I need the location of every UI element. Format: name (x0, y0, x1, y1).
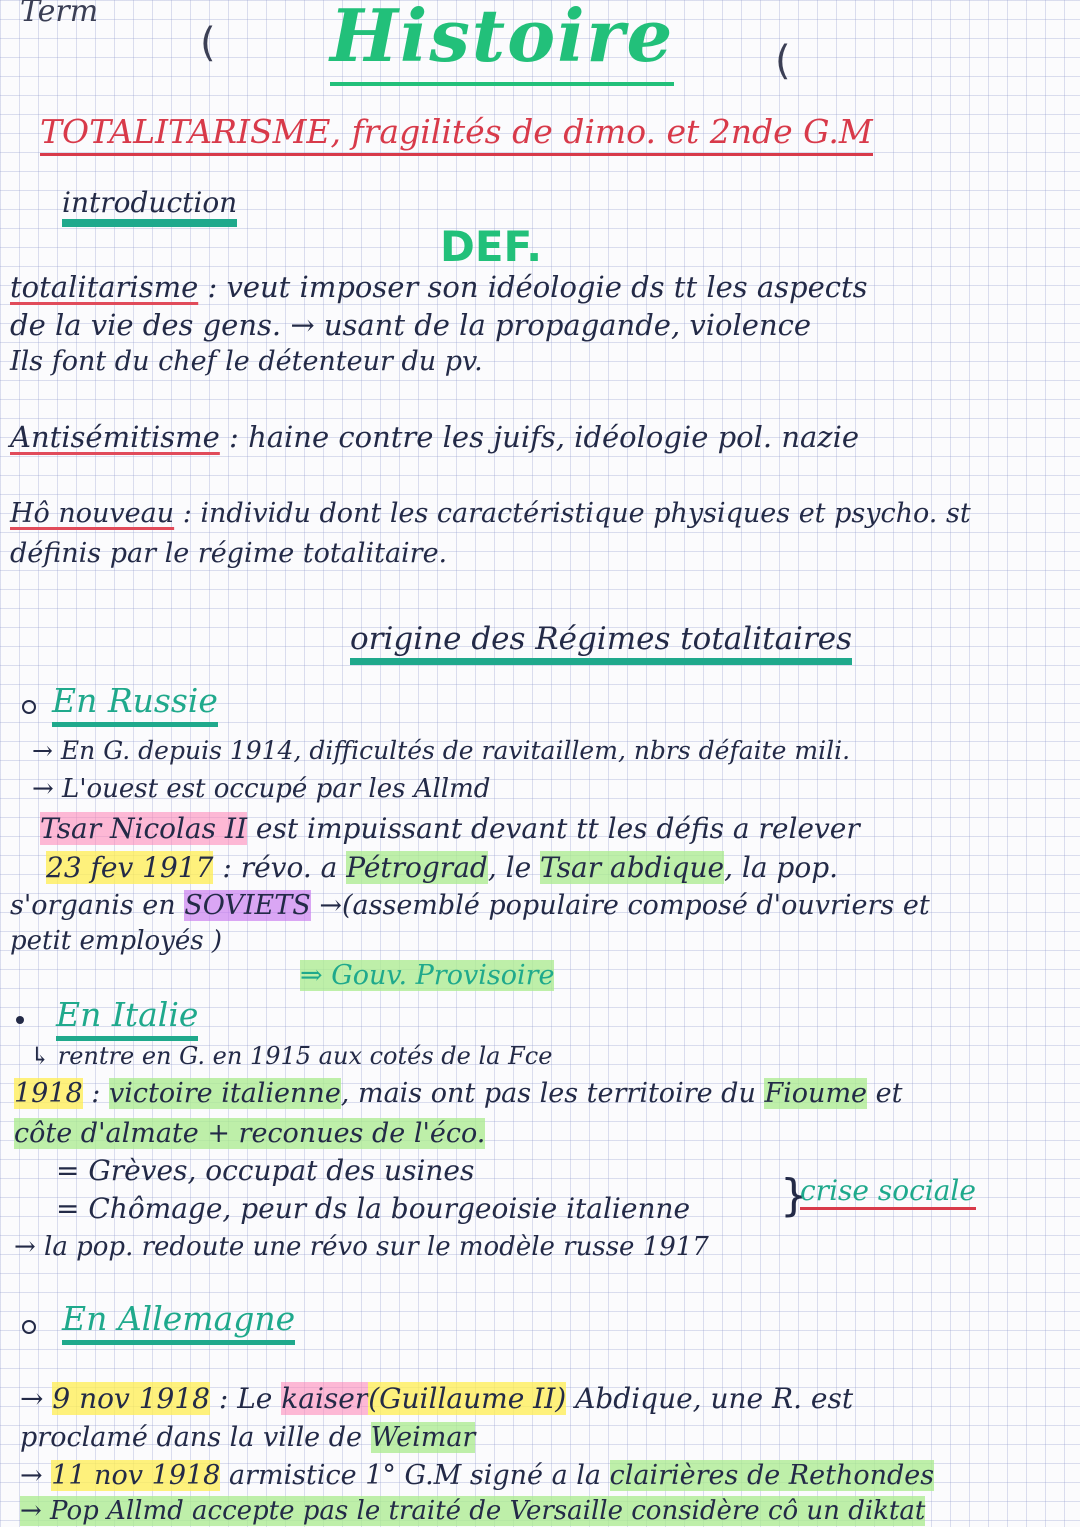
text: , le (487, 851, 541, 884)
germany-line-1 (20, 1382, 853, 1415)
highlight-date: 9 nov 1918 (52, 1382, 210, 1415)
highlight-petrograd: Pétrograd (346, 851, 488, 884)
russia-line-3 (40, 812, 860, 845)
germany-heading: En Allemagne (62, 1298, 295, 1345)
def-text: Ils font du chef le détenteur du pv. (10, 346, 483, 377)
text: : révo. a (213, 851, 347, 884)
highlight-date: 11 nov 1918 (51, 1460, 221, 1491)
germany-line-3 (20, 1460, 934, 1491)
highlight-tsar-nicolas: Tsar Nicolas II (40, 812, 248, 845)
italy-line-5: = Chômage, peur ds la bourgeoisie italienne (56, 1192, 691, 1225)
text: →(assemblé populaire composé d'ouvriers et (310, 890, 930, 921)
italy-line-4: = Grèves, occupat des usines (56, 1154, 475, 1187)
text: Abdique, une R. est (566, 1382, 854, 1415)
def-text: individu dont les caractéristique physiques et psycho. st (200, 498, 971, 529)
text: armistice 1° G.M signé a la (220, 1460, 610, 1491)
highlight-victoire: victoire italienne (108, 1078, 341, 1109)
def-text: veut imposer son idéologie ds tt les aspects (226, 270, 868, 304)
section-heading: origine des Régimes totalitaires (350, 620, 852, 665)
highlight-soviets: SOVIETS (184, 890, 311, 921)
italy-line-1: ↳ rentre en G. en 1915 aux cotés de la Fce (30, 1042, 553, 1070)
arrow-icon: → (20, 1382, 53, 1415)
arrow-icon: → (20, 1460, 52, 1491)
subtitle: TOTALITARISME, fragilités de dimo. et 2nde G.M (40, 112, 873, 156)
germany-line-2 (20, 1422, 475, 1453)
def-line-6 (10, 538, 447, 569)
bullet-italy (16, 1016, 24, 1024)
text: : Le (209, 1382, 282, 1415)
def-sep: : (219, 420, 249, 454)
brace-icon: } (780, 1170, 808, 1221)
def-text: définis par le régime totalitaire. (10, 538, 448, 569)
highlight-date: 23 fev 1917 (46, 851, 214, 884)
corner-label: Term (20, 0, 99, 29)
germany-line-4: → Pop Allmd accepte pas le traité de Versaille considère cô un diktat (20, 1496, 926, 1526)
russia-heading: En Russie (52, 680, 218, 727)
highlight-guillaume: (Guillaume II) (368, 1382, 567, 1415)
russia-line-6: petit employés ) (10, 926, 222, 956)
def-label: DEF. (440, 222, 543, 271)
italy-line-6: → la pop. redoute une révo sur le modèle russe 1917 (14, 1232, 709, 1262)
page-title: Histoire (330, 0, 674, 86)
text: , la pop. (724, 851, 839, 884)
right-paren: ( (775, 38, 791, 84)
bullet-germany (22, 1320, 36, 1334)
italy-heading: En Italie (56, 994, 198, 1041)
russia-line-1: → En G. depuis 1914, difficultés de ravitaillem, nbrs défaite mili. (32, 736, 851, 765)
def-sep: : (174, 498, 201, 529)
highlight-cote-dalmate: côte d'almate + reconues de l'éco. (14, 1118, 486, 1149)
def-term-antisemitisme: Antisémitisme (10, 420, 220, 454)
def-line-2 (10, 308, 811, 342)
russia-line-5 (10, 890, 930, 921)
highlight-fioume: Fioume (764, 1078, 868, 1109)
def-line-3 (10, 346, 483, 377)
def-sep: : (198, 270, 227, 304)
bullet-russia (22, 700, 36, 714)
def-line-1 (10, 270, 868, 304)
text: , mais ont pas les territoire du (340, 1078, 765, 1109)
russia-line-4 (46, 851, 838, 884)
intro-heading: introduction (62, 186, 237, 227)
text: est impuissant devant tt les défis a relever (247, 812, 860, 845)
highlight-date: 1918 (14, 1078, 83, 1109)
text: et (867, 1078, 903, 1109)
def-line-5 (10, 498, 971, 529)
italy-line-3 (14, 1118, 485, 1149)
left-paren: ( (200, 20, 216, 66)
highlight-rethondes: clairières de Rethondes (609, 1460, 935, 1491)
highlight-weimar: Weimar (370, 1422, 476, 1453)
def-line-4 (10, 420, 859, 454)
def-text: haine contre les juifs, idéologie pol. nazie (248, 420, 860, 454)
def-text: de la vie des gens. → usant de la propagande, violence (10, 308, 812, 342)
text: : (82, 1078, 109, 1109)
italy-line-2 (14, 1078, 902, 1109)
highlight-tsar-abdique: Tsar abdique (540, 851, 725, 884)
russia-gouv-provisoire: ⇒ Gouv. Provisoire (300, 960, 555, 991)
text: proclamé dans la ville de (20, 1422, 371, 1453)
highlight-kaiser: kaiser (281, 1382, 369, 1415)
text: s'organis en (10, 890, 185, 921)
def-term-totalitarisme: totalitarisme (10, 270, 199, 304)
russia-line-2: → L'ouest est occupé par les Allmd (32, 774, 491, 804)
def-term-homme-nouveau: Hô nouveau (10, 498, 175, 529)
italy-crise-sociale: crise sociale (800, 1174, 976, 1210)
